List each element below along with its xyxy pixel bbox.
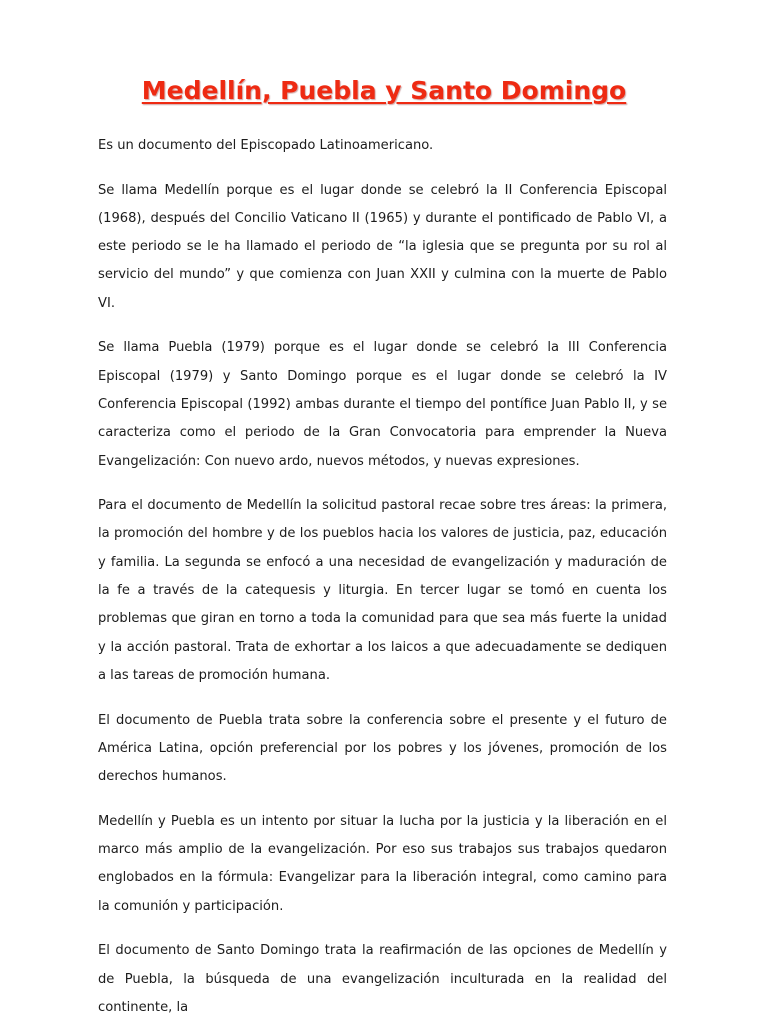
document-body <box>98 132 667 1024</box>
document-title: Medellín, Puebla y Santo Domingo <box>141 76 627 105</box>
paragraph-6: Medellín y Puebla es un intento por situar la lucha por la justicia y la liberación en el marco más amplio de la evangelización. Por eso sus trabajos sus trabajos quedaron englobados en la fórmula: Evangelizar para la liberación integral, como camino para la comunión y participación. <box>98 813 667 914</box>
paragraph-2: Se llama Medellín porque es el lugar donde se celebró la II Conferencia Episcopal (1968), después del Concilio Vaticano II (1965) y durante el pontificado de Pablo VI, a este periodo se le ha llamado el periodo de “la iglesia que se pregunta por su rol al servicio del mundo” y que comienza con Juan XXII y culmina con la muerte de Pablo VI. <box>98 182 667 311</box>
paragraph-5: El documento de Puebla trata sobre la conferencia sobre el presente y el futuro de América Latina, opción preferencial por los pobres y los jóvenes, promoción de los derechos humanos. <box>98 712 667 785</box>
paragraph-7: El documento de Santo Domingo trata la reafirmación de las opciones de Medellín y de Puebla, la búsqueda de una evangelización inculturada en la realidad del continente, la <box>98 943 667 1015</box>
paragraph-1: Es un documento del Episcopado Latinoamericano. <box>98 138 434 153</box>
paragraph-4: Para el documento de Medellín la solicitud pastoral recae sobre tres áreas: la primera, la promoción del hombre y de los pueblos hacia los valores de justicia, paz, educación y familia. La segunda se enfocó a una necesidad de evangelización y maduración de la fe a través de la catequesis y liturgia. En tercer lugar se tomó en cuenta los problemas que giran en torno a toda la comunidad para que sea más fuerte la unidad y la acción pastoral. Trata de exhortar a los laicos a que adecuadamente se dediquen a las tareas de promoción humana. <box>98 498 667 683</box>
paragraph-3: Se llama Puebla (1979) porque es el lugar donde se celebró la III Conferencia Episcopal (1979) y Santo Domingo porque es el lugar donde se celebró la IV Conferencia Episcopal (1992) ambas durante el tiempo del pontífice Juan Pablo II, y se caracteriza como el periodo de la Gran Convocatoria para emprender la Nueva Evangelización: Con nuevo ardo, nuevos métodos, y nuevas expresiones. <box>98 340 667 469</box>
